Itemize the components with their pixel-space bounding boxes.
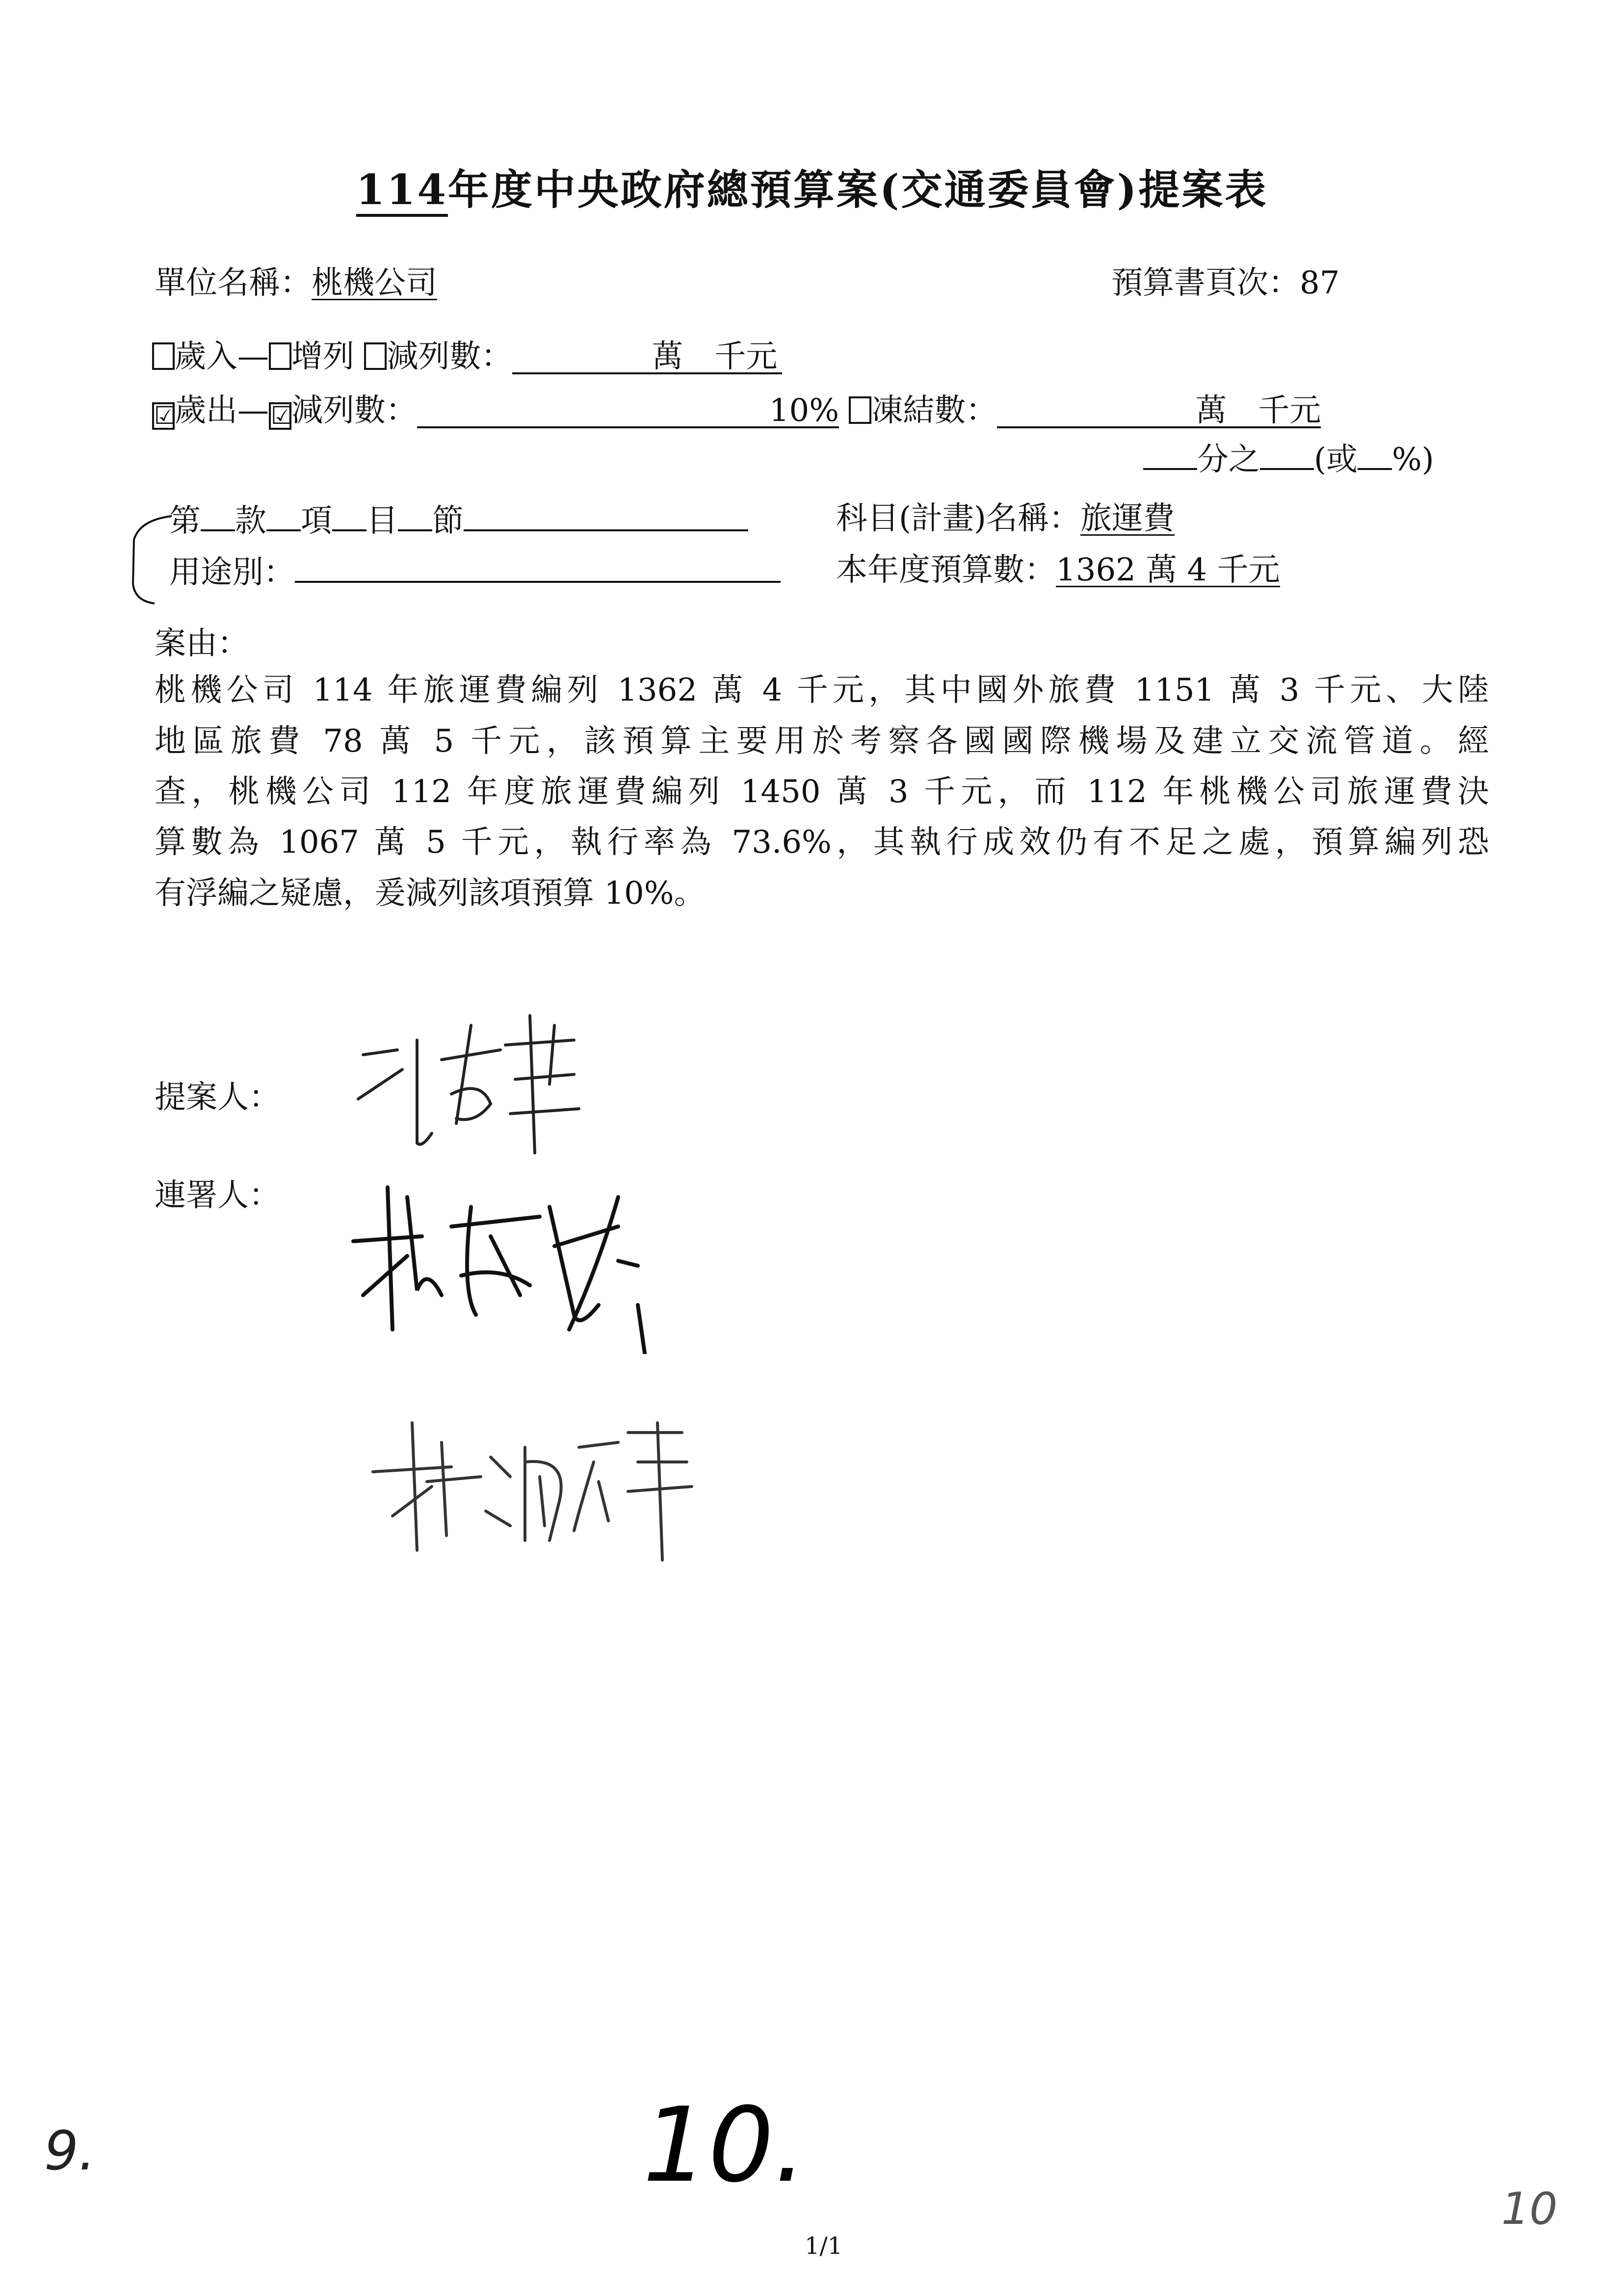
expense-label: 歲出— [175, 392, 269, 429]
percent-label: %) [1391, 442, 1434, 478]
handwritten-number-9: 9. [44, 2119, 96, 2182]
expense-reduce-checkbox[interactable]: ☑ [269, 402, 291, 430]
cosigner-signature-2 [363, 1403, 707, 1565]
kuan-label: 款 [235, 503, 266, 539]
xiang-label: 項 [301, 503, 332, 539]
expense-reduce-label: 減列數： [291, 392, 417, 429]
fraction-label: 分之 [1197, 442, 1260, 478]
cosigner-signature-1 [343, 1168, 662, 1354]
jie-field[interactable] [398, 529, 432, 531]
di-label: 第 [169, 503, 201, 539]
usage-row [169, 554, 781, 591]
handwritten-number-10: 10. [643, 2085, 807, 2205]
handwritten-page-number: 10 [1501, 2183, 1558, 2235]
expense-checkbox[interactable]: ☑ [152, 402, 175, 430]
expense-row [152, 392, 1321, 430]
revenue-reduce-label: 減列數： [387, 339, 513, 375]
reason-line: 桃機公司 114 年旅運費編列 1362 萬 4 千元，其中國外旅費 1151 萬 3 千元、大陸 [155, 672, 1489, 708]
page-number: 1/1 [805, 2232, 843, 2260]
mu-label: 目 [367, 503, 398, 539]
revenue-checkbox[interactable] [152, 342, 175, 370]
subject-label: 科目(計畫)名稱： [836, 500, 1080, 537]
fraction-denominator-field[interactable] [1143, 468, 1197, 470]
proposer-label: 提案人： [155, 1079, 280, 1116]
increase-checkbox[interactable] [269, 342, 291, 370]
budget-label: 本年度預算數： [836, 552, 1056, 588]
reason-line: 查，桃機公司 112 年度旅運費編列 1450 萬 3 千元，而 112 年桃機公司旅運費決 [155, 774, 1489, 810]
freeze-label: 凍結數： [871, 392, 997, 429]
unit-value: 桃機公司 [312, 265, 437, 301]
reason-line: 地區旅費 78 萬 5 千元，該預算主要用於考察各國國際機場及建立交流管道。經 [155, 723, 1489, 759]
revenue-row [152, 341, 782, 374]
page-ref-label: 預算書頁次： [1111, 265, 1300, 301]
usage-field[interactable] [295, 581, 781, 583]
expense-reduction-field[interactable]: 10% [417, 395, 839, 428]
revenue-amount-field[interactable]: 萬 千元 [512, 341, 782, 374]
mu-field[interactable] [332, 529, 367, 531]
revenue-label: 歲入— [175, 339, 269, 375]
reason-label: 案由： [155, 626, 249, 662]
subject-name [836, 500, 1175, 537]
reason-line: 算數為 1067 萬 5 千元，執行率為 73.6%，其執行成效仍有不足之處，預算編列恐 [155, 824, 1489, 861]
item-row [169, 505, 748, 537]
unit-name [155, 267, 437, 300]
unit-label: 單位名稱： [155, 265, 312, 301]
proposer-signature [343, 996, 638, 1173]
percent-field[interactable] [1358, 468, 1392, 470]
fraction-numerator-field[interactable] [1260, 468, 1314, 470]
jie-label: 節 [432, 503, 464, 539]
subject-value: 旅運費 [1080, 500, 1175, 537]
revenue-reduce-checkbox[interactable] [364, 342, 387, 370]
reason-line: 有浮編之疑慮，爰減列該項預算 10%。 [155, 875, 706, 912]
cosigner-label: 連署人： [155, 1177, 280, 1214]
kuan-field[interactable] [201, 529, 235, 531]
title-text: 年度中央政府總預算案(交通委員會)提案表 [447, 165, 1268, 214]
increase-label: 增列 [291, 339, 354, 375]
or-label: (或 [1314, 442, 1358, 478]
fraction-row [1143, 442, 1434, 478]
usage-label: 用途別： [169, 554, 295, 591]
freeze-checkbox[interactable] [849, 396, 871, 424]
freeze-amount-field[interactable]: 萬 千元 [997, 395, 1321, 428]
item-name-field[interactable] [464, 529, 748, 531]
xiang-field[interactable] [266, 529, 301, 531]
page-title [0, 157, 1624, 216]
budget-value: 1362 萬 4 千元 [1056, 552, 1280, 588]
page-reference [1111, 267, 1339, 299]
page-ref-value: 87 [1300, 265, 1340, 301]
budget-amount [836, 554, 1280, 587]
title-year: 114 [356, 165, 448, 217]
